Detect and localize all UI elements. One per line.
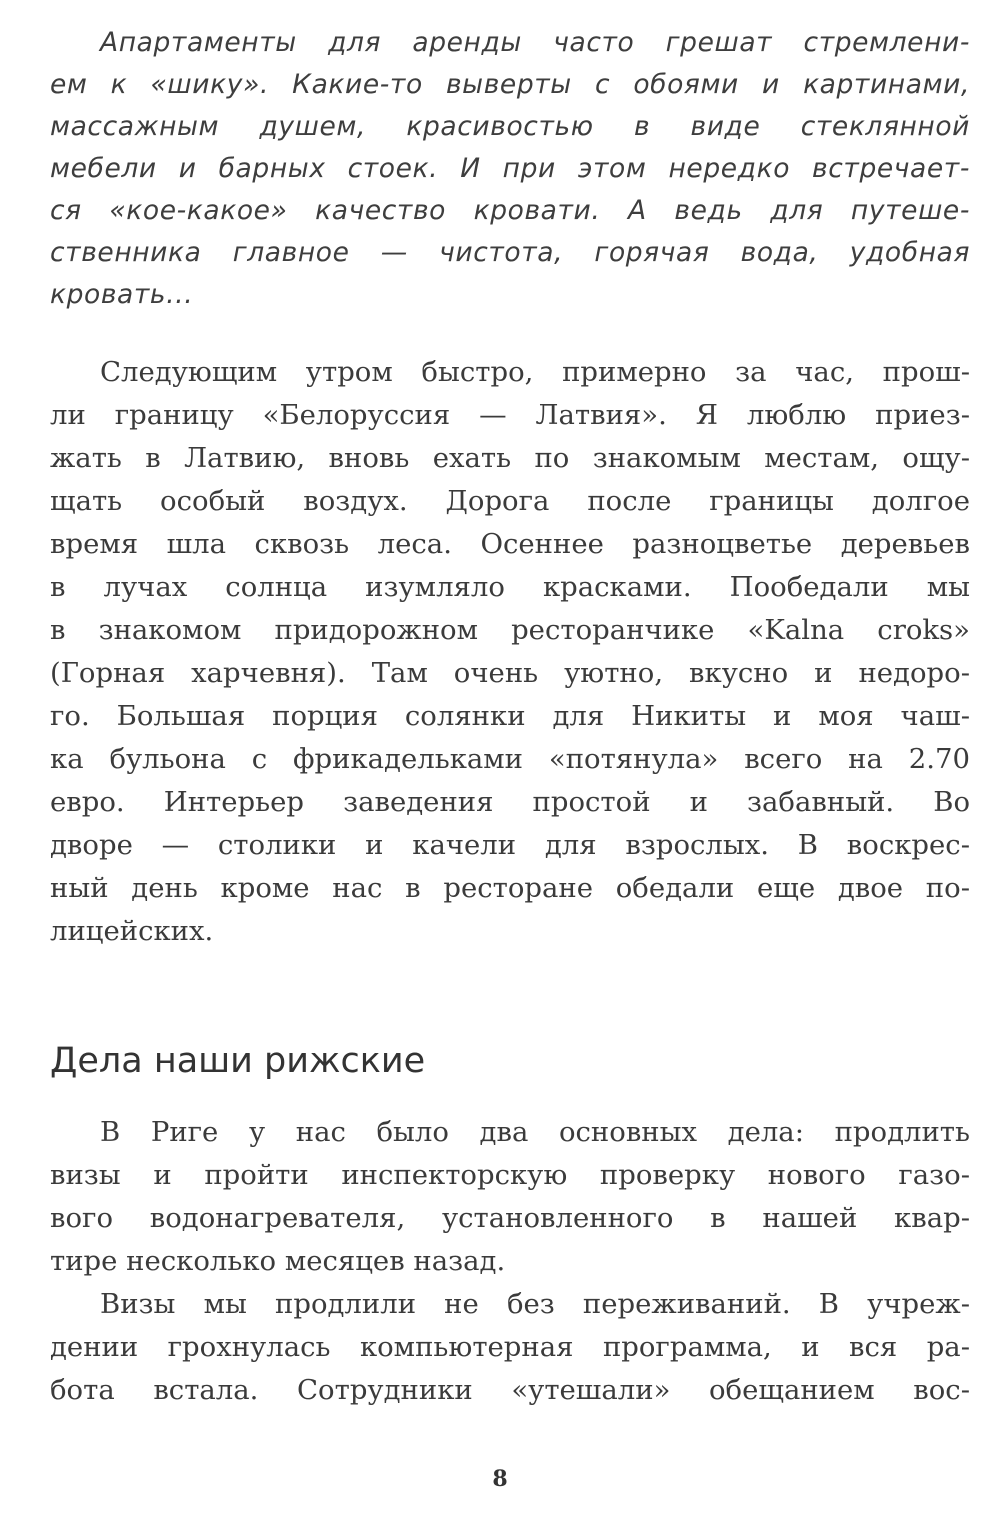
text-line: ственника главное — чистота, горячая вода, удобная xyxy=(50,237,970,268)
text-line: ка бульона с фрикадельками «потянула» всего на 2.70 xyxy=(50,743,970,775)
text-line: ный день кроме нас в ресторане обедали еще двое по- xyxy=(50,872,970,904)
text-line: массажным душем, красивостью в виде стеклянной xyxy=(50,111,970,142)
text-line: ли границу «Белоруссия — Латвия». Я люблю приез- xyxy=(50,399,970,431)
text-line: тире несколько месяцев назад. xyxy=(50,1245,506,1277)
intro-paragraph xyxy=(50,22,970,316)
page-number: 8 xyxy=(492,1466,508,1492)
text-line: мебели и барных стоек. И при этом нередко встречает- xyxy=(50,153,970,184)
text-line: дении грохнулась компьютерная программа, и вся ра- xyxy=(50,1331,970,1363)
text-line: щать особый воздух. Дорога после границы долгое xyxy=(50,485,970,517)
text-line: вого водонагревателя, установленного в нашей квар- xyxy=(50,1202,970,1234)
text-line: го. Большая порция солянки для Никиты и моя чаш- xyxy=(50,700,970,732)
page-content xyxy=(50,22,970,1412)
text-line: дворе — столики и качели для взрослых. В воскрес- xyxy=(50,829,970,861)
text-line: время шла сквозь леса. Осеннее разноцветье деревьев xyxy=(50,528,970,560)
section-heading: Дела наши рижские xyxy=(50,1041,426,1081)
text-line: В Риге у нас было два основных дела: продлить xyxy=(100,1116,970,1148)
text-line: евро. Интерьер заведения простой и забавный. Во xyxy=(50,786,970,818)
text-line: жать в Латвию, вновь ехать по знакомым местам, ощу- xyxy=(50,442,970,474)
text-line: в лучах солнца изумляло красками. Пообедали мы xyxy=(50,571,970,603)
text-line: в знакомом придорожном ресторанчике «Kalna croks» xyxy=(50,614,970,646)
text-line: лицейских. xyxy=(50,915,214,947)
text-line: (Горная харчевня). Там очень уютно, вкусно и недоро- xyxy=(50,657,970,689)
text-line: Визы мы продлили не без переживаний. В учреж- xyxy=(100,1288,970,1320)
body-paragraph xyxy=(50,351,970,953)
text-line: Апартаменты для аренды часто грешат стремлени- xyxy=(100,27,970,58)
text-line: ем к «шику». Какие-то выверты с обоями и картинами, xyxy=(50,69,970,100)
text-line: ся «кое-какое» качество кровати. А ведь для путеше- xyxy=(50,195,970,226)
text-line: кровать... xyxy=(50,279,194,310)
text-line: бота встала. Сотрудники «утешали» обещанием вос- xyxy=(50,1374,970,1406)
text-line: визы и пройти инспекторскую проверку нового газо- xyxy=(50,1159,970,1191)
body-paragraph xyxy=(50,1111,970,1283)
text-line: Следующим утром быстро, примерно за час, прош- xyxy=(100,356,970,388)
body-paragraph xyxy=(50,1283,970,1412)
